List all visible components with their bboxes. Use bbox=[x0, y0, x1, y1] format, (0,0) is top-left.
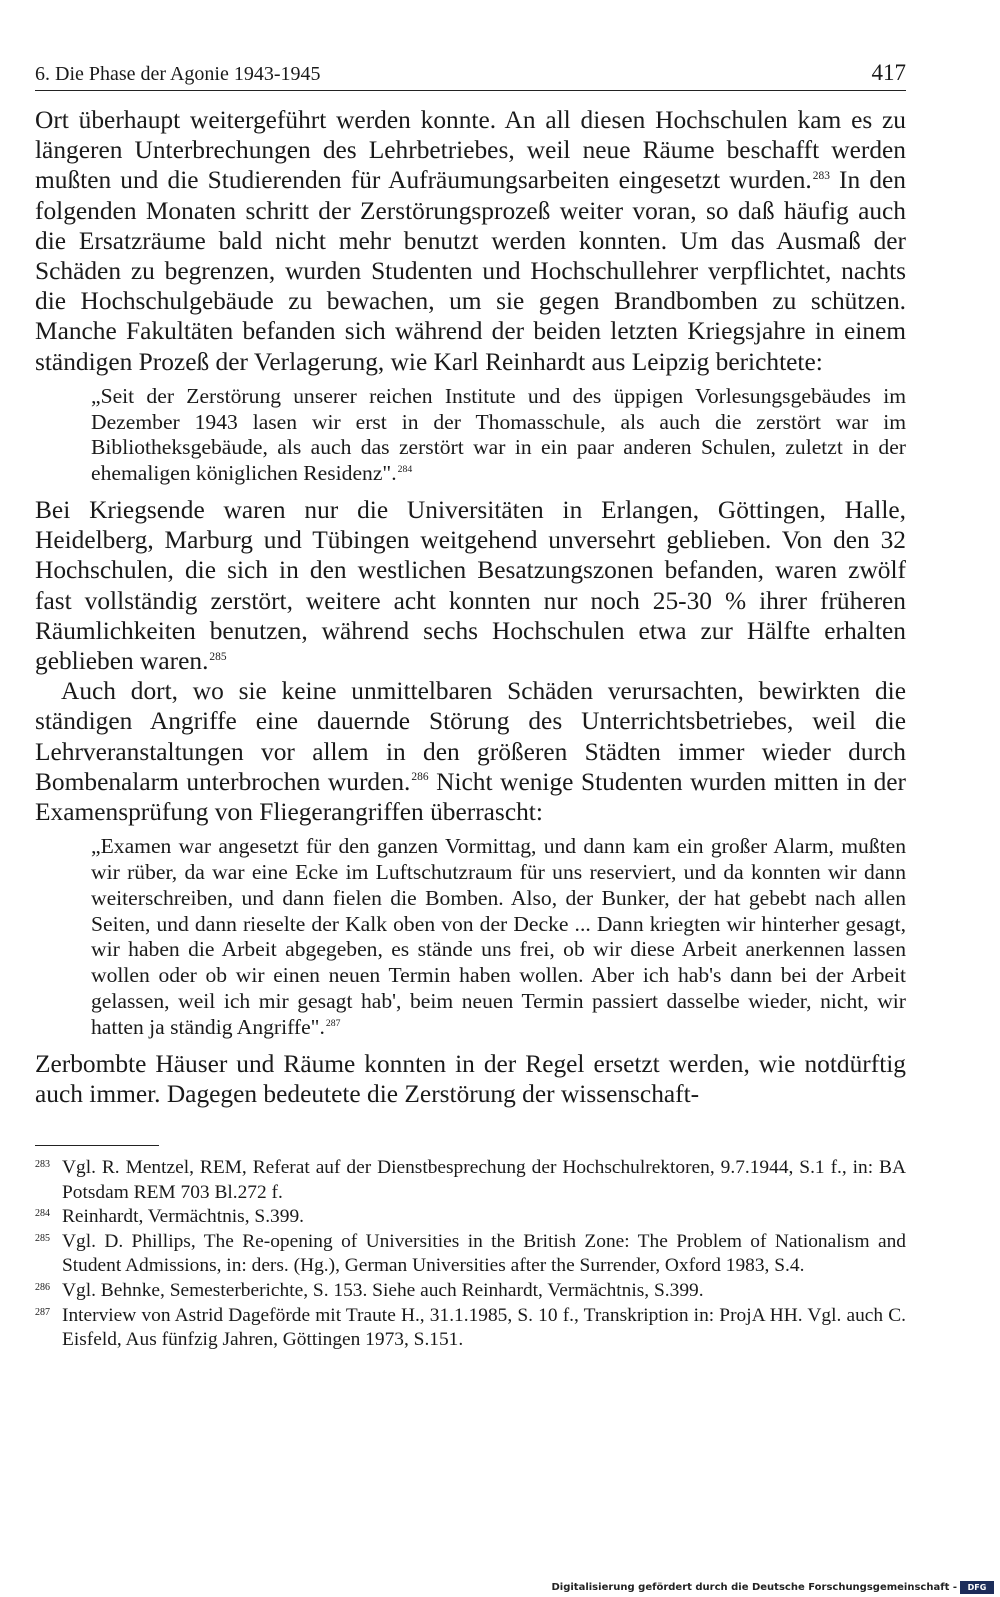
footnote-ref-285[interactable]: 285 bbox=[209, 650, 227, 663]
footnote-number: 284 bbox=[35, 1208, 50, 1220]
footnote-text: Vgl. R. Mentzel, REM, Referat auf der Dienstbesprechung der Hochschulrektoren, 9.7.1944, S.1 f., in: BA Potsdam REM 703 Bl.272 f. bbox=[62, 1157, 906, 1203]
paragraph-text: Nicht wenige Studenten wurden mitten in der Examensprüfung von Fliegerangriffen überrascht: bbox=[35, 767, 906, 827]
body-paragraph bbox=[35, 105, 906, 377]
block-quote bbox=[91, 384, 906, 487]
footnote bbox=[35, 1156, 906, 1205]
body-paragraph bbox=[35, 1049, 906, 1109]
quote-text: „Seit der Zerstörung unserer reichen Institute und des üppigen Vorlesungsgebäudes im Dezember 1943 lasen wir erst in der Thomasschule, als auch die zerstört war im Bibliotheksgebäude, als auch das zerstört war in ein paar anderen Schulen, zuletzt in der ehemaligen königlichen Residenz". bbox=[91, 383, 906, 486]
body-paragraph bbox=[35, 495, 906, 676]
footnote-ref-286[interactable]: 286 bbox=[411, 771, 429, 784]
footnote bbox=[35, 1304, 906, 1353]
footnote-number: 286 bbox=[35, 1282, 50, 1293]
running-head bbox=[35, 58, 906, 91]
footnote-number: 283 bbox=[35, 1159, 50, 1171]
footnotes bbox=[35, 1156, 906, 1353]
footnote-text: Reinhardt, Vermächtnis, S.399. bbox=[62, 1206, 304, 1228]
paragraph-text: Bei Kriegsende waren nur die Universitäten in Erlangen, Göttingen, Halle, Heidelberg, Marburg und Tübingen weitgehend unversehrt geblieben. Von den 32 Hochschulen, die sich in den westlichen Besatzungszonen befanden, waren zwölf fast vollständig zerstört, weitere acht konnten nur noch 25-30 % ihrer früheren Räumlichkeiten benutzen, während sechs Hochschulen etwa zur Hälfte erhalten geblieben waren. bbox=[35, 496, 906, 676]
chapter-title: 6. Die Phase der Agonie 1943-1945 bbox=[35, 63, 321, 85]
footnote-divider bbox=[35, 1145, 159, 1146]
footnote-ref-284[interactable]: 284 bbox=[397, 464, 413, 476]
page-content bbox=[35, 58, 906, 1353]
footnote-text: Vgl. Behnke, Semesterberichte, S. 153. Siehe auch Reinhardt, Vermächtnis, S.399. bbox=[62, 1280, 704, 1301]
footnote bbox=[35, 1205, 906, 1230]
block-quote bbox=[91, 834, 906, 1040]
footnote bbox=[35, 1230, 906, 1279]
paragraph-text: Zerbombte Häuser und Räume konnten in der Regel ersetzt werden, wie notdürftig auch immer. Dagegen bedeutete die Zerstörung der wissenschaft- bbox=[35, 1049, 906, 1108]
footnote-ref-287[interactable]: 287 bbox=[325, 1017, 341, 1029]
paragraph-text: Ort überhaupt weitergeführt werden konnte. An all diesen Hochschulen kam es zu längeren Unterbrechungen des Lehrbetriebes, weil neue Räume beschafft werden mußten und die Studierenden für Aufräumungsarbeiten eingesetzt wurden. bbox=[35, 106, 906, 195]
page-number: 417 bbox=[871, 60, 906, 85]
paragraph-text: In den folgenden Monaten schritt der Zerstörungsprozeß weiter voran, so daß häufig auch die Ersatzräume bald nicht mehr benutzt werden konnten. Um das Ausmaß der Schäden zu begrenzen, wurden Studenten und Hochschullehrer verpflichtet, nachts die Hochschulgebäude zu bewachen, um sie gegen Brandbomben zu schützen. Manche Fakultäten befanden sich während der beiden letzten Kriegsjahre in einem ständigen Prozeß der Verlagerung, wie Karl Reinhardt aus Leipzig berichtete: bbox=[35, 166, 906, 376]
dfg-logo-icon: DFG bbox=[960, 1581, 994, 1594]
footnote-ref-283[interactable]: 283 bbox=[812, 169, 830, 182]
paragraph-text: Auch dort, wo sie keine unmittelbaren Schäden verursachten, bewirkten die ständigen Angriffe eine dauernde Störung des Unterrichtsbetriebes, weil die Lehrveranstaltungen vor allem in den größeren Städten immer wieder durch Bombenalarm unterbrochen wurden. bbox=[35, 677, 906, 796]
digitization-credit bbox=[551, 1581, 994, 1594]
credit-text: Digitalisierung gefördert durch die Deutsche Forschungsgemeinschaft - bbox=[551, 1582, 957, 1593]
body-paragraph bbox=[35, 676, 906, 827]
footnote-number: 287 bbox=[35, 1306, 50, 1318]
footnote bbox=[35, 1279, 906, 1304]
footnote-number: 285 bbox=[35, 1232, 50, 1244]
footnote-text: Vgl. D. Phillips, The Re-opening of Universities in the British Zone: The Problem of Nationalism and Student Admissions, in: ders. (Hg.), German Universities after the Surrender, Oxford 1983, S.4. bbox=[62, 1230, 906, 1277]
footnote-text: Interview von Astrid Dageförde mit Traute H., 31.1.1985, S. 10 f., Transkription in: ProjA HH. Vgl. auch C. Eisfeld, Aus fünfzig Jahren, Göttingen 1973, S.151. bbox=[62, 1304, 906, 1351]
quote-text: „Examen war angesetzt für den ganzen Vormittag, und dann kam ein großer Alarm, mußten wir rüber, da war eine Ecke im Luftschutzraum für uns reserviert, und da konnten wir dann weiterschreiben, und dann fielen die Bomben. Also, der Bunker, der hat gebebt nach allen Seiten, und dann rieselte der Kalk oben von der Decke ... Dann kriegten wir hinterher gesagt, wir haben die Arbeit abgegeben, es stände uns frei, ob wir diese Arbeit anerkennen lassen wollen oder ob wir einen neuen Termin haben wollen. Aber ich hab's dann bei der Arbeit gelassen, weil ich mir gesagt hab', beim neuen Termin passiert dasselbe wieder, nicht, wir hatten ja ständig Angriffe". bbox=[91, 834, 906, 1039]
